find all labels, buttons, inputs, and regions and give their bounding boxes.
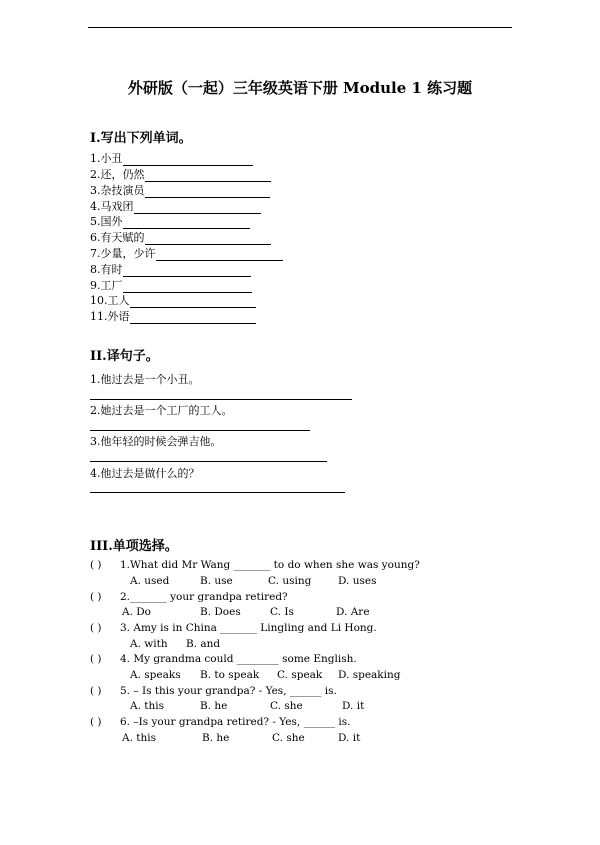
- answer-blank[interactable]: [145, 170, 271, 182]
- option-d[interactable]: D. Are: [336, 606, 370, 618]
- sentence-prompt: 1.他过去是一个小丑。: [90, 373, 200, 386]
- word-item: 6.有天赋的: [90, 231, 271, 245]
- answer-paren[interactable]: ( ): [90, 559, 102, 571]
- answer-paren[interactable]: ( ): [90, 653, 102, 665]
- answer-blank[interactable]: [123, 281, 252, 293]
- option-b[interactable]: B. use: [200, 575, 233, 587]
- question-text: 1.What did Mr Wang _______ to do when she was young?: [120, 559, 420, 571]
- option-b[interactable]: B. and: [186, 638, 221, 650]
- sentence-prompt: 3.他年轻的时候会弹吉他。: [90, 435, 222, 448]
- word-item: 9.工厂: [90, 279, 252, 293]
- option-c[interactable]: C. Is: [270, 606, 294, 618]
- answer-blank[interactable]: [123, 217, 250, 229]
- question-text: 5. – Is this your grandpa? - Yes, ______ is.: [120, 685, 337, 697]
- answer-blank[interactable]: [145, 233, 271, 245]
- sentence-prompt: 2.她过去是一个工厂的工人。: [90, 404, 233, 417]
- word-item: 7.少量，少许: [90, 247, 283, 261]
- word-item: 1.小丑: [90, 152, 253, 166]
- option-a[interactable]: A. Do: [122, 606, 151, 618]
- section-1-title: I.写出下列单词。: [90, 131, 192, 146]
- word-item: 5.国外: [90, 215, 250, 229]
- option-b[interactable]: B. to speak: [200, 669, 260, 681]
- question-text: 4. My grandma could ________ some English.: [120, 653, 357, 665]
- header-rule: [88, 27, 512, 28]
- word-item: 2.还，仍然: [90, 168, 271, 182]
- word-item: 11.外语: [90, 310, 256, 324]
- word-item: 3.杂技演员: [90, 184, 270, 198]
- question-text: 6. –Is your grandpa retired? - Yes, ______ is.: [120, 716, 351, 728]
- option-b[interactable]: B. Does: [200, 606, 241, 618]
- answer-paren[interactable]: ( ): [90, 622, 102, 634]
- answer-paren[interactable]: ( ): [90, 685, 102, 697]
- answer-line[interactable]: [90, 430, 310, 431]
- option-c[interactable]: C. speak: [277, 669, 323, 681]
- answer-line[interactable]: [90, 492, 345, 493]
- option-c[interactable]: C. she: [270, 700, 303, 712]
- option-d[interactable]: D. uses: [338, 575, 377, 587]
- answer-blank[interactable]: [145, 186, 270, 198]
- option-d[interactable]: D. it: [342, 700, 365, 712]
- answer-blank[interactable]: [123, 265, 251, 277]
- option-a[interactable]: A. used: [130, 575, 170, 587]
- page-title: 外研版（一起）三年级英语下册 Module 1 练习题: [127, 79, 473, 97]
- sentence-prompt: 4.他过去是做什么的？: [90, 467, 200, 480]
- option-c[interactable]: C. she: [272, 732, 305, 744]
- option-d[interactable]: D. it: [338, 732, 361, 744]
- option-a[interactable]: A. with: [130, 638, 168, 650]
- option-b[interactable]: B. he: [202, 732, 230, 744]
- answer-blank[interactable]: [130, 312, 256, 324]
- section-2-title: II.译句子。: [90, 349, 159, 364]
- option-a[interactable]: A. this: [122, 732, 156, 744]
- word-item: 10.工人: [90, 294, 256, 308]
- answer-blank[interactable]: [130, 296, 256, 308]
- question-text: 2._______ your grandpa retired?: [120, 591, 288, 603]
- word-item: 8.有时: [90, 263, 251, 277]
- answer-blank[interactable]: [123, 154, 253, 166]
- answer-paren[interactable]: ( ): [90, 591, 102, 603]
- section-3-title: III.单项选择。: [90, 539, 178, 554]
- option-a[interactable]: A. this: [130, 700, 164, 712]
- answer-blank[interactable]: [134, 202, 261, 214]
- option-c[interactable]: C. using: [268, 575, 312, 587]
- answer-line[interactable]: [90, 399, 352, 400]
- word-item: 4.马戏团: [90, 200, 261, 214]
- answer-line[interactable]: [90, 461, 327, 462]
- answer-blank[interactable]: [156, 249, 283, 261]
- option-b[interactable]: B. he: [200, 700, 228, 712]
- option-d[interactable]: D. speaking: [338, 669, 401, 681]
- answer-paren[interactable]: ( ): [90, 716, 102, 728]
- option-a[interactable]: A. speaks: [130, 669, 181, 681]
- question-text: 3. Amy is in China _______ Lingling and Li Hong.: [120, 622, 377, 634]
